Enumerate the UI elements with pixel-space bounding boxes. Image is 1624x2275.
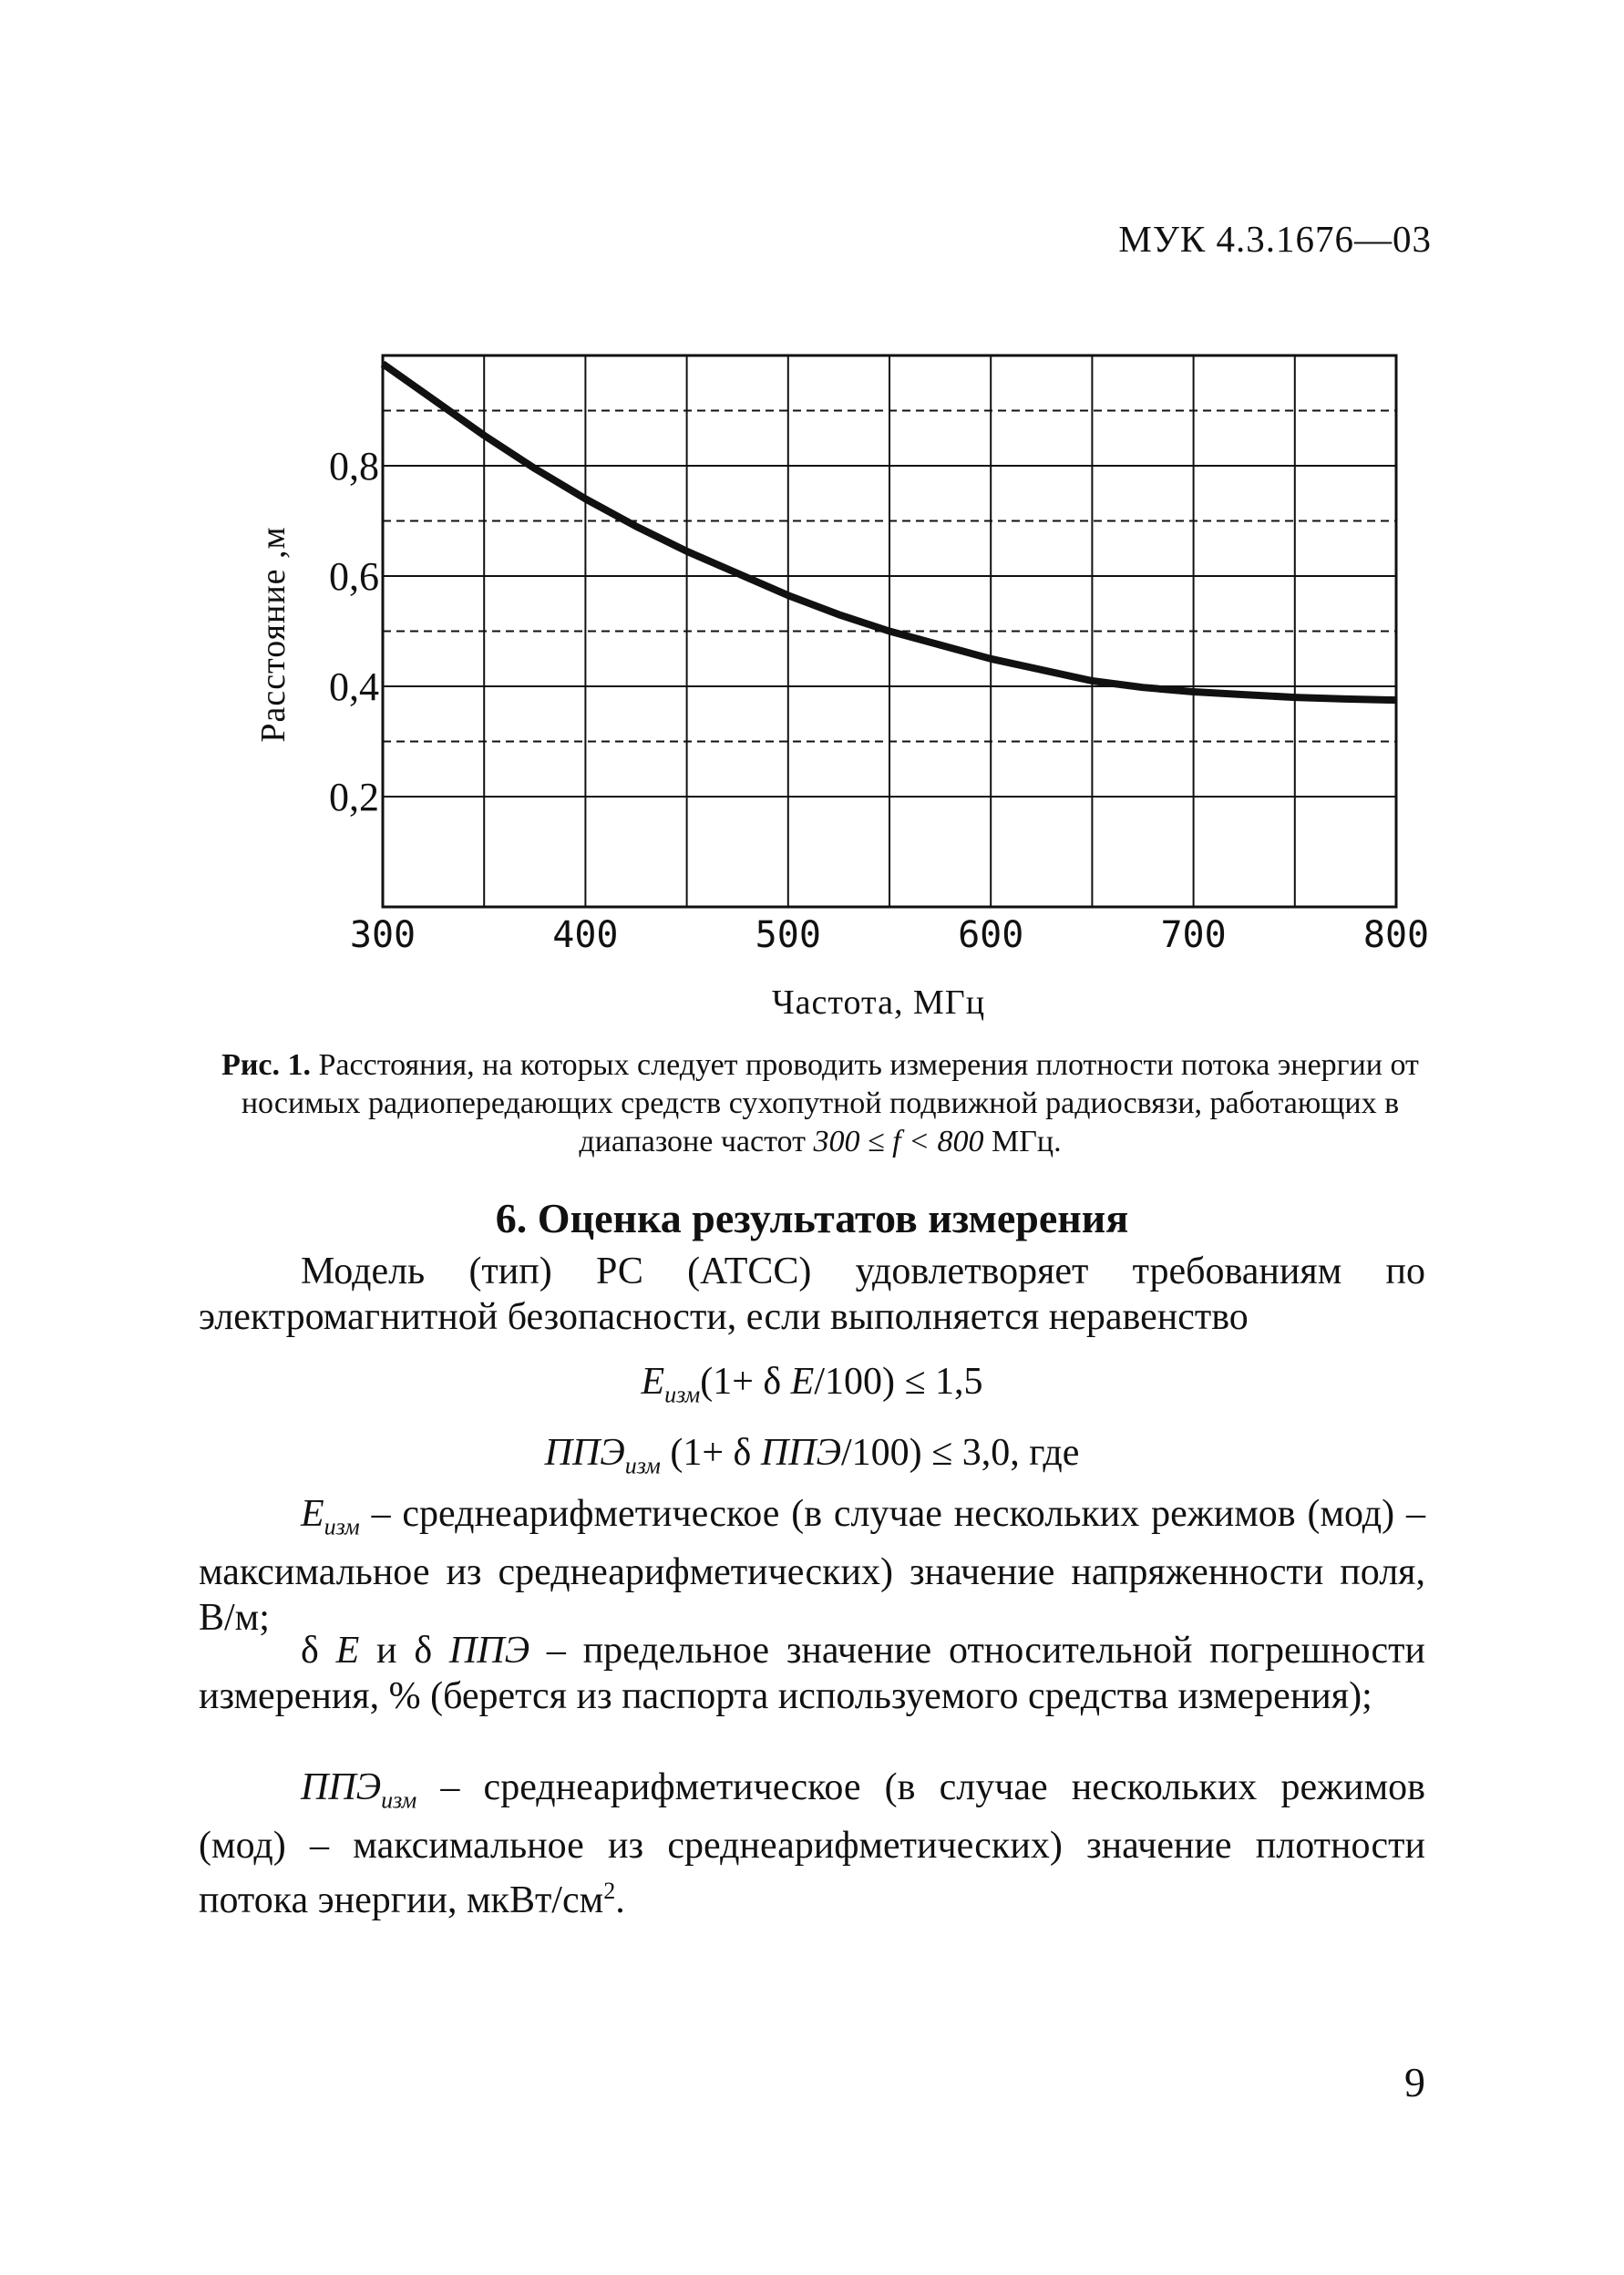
formula-e-part3: /100) ≤ 1,5 xyxy=(814,1361,983,1403)
x-tick-label: 400 xyxy=(552,914,619,956)
formula-ppe-part3: /100) ≤ 3,0, где xyxy=(841,1432,1080,1474)
distance-frequency-chart xyxy=(0,0,1624,1039)
definition-e xyxy=(199,1491,1425,1641)
definition-delta-text: – предельное значение относительной погрешности измерения, % (берется из паспорта используемого средства измерения); xyxy=(199,1630,1425,1717)
formula-e-part1: (1+ δ xyxy=(700,1361,791,1403)
x-tick-label: 800 xyxy=(1362,914,1430,956)
definition-ppe-sub: изм xyxy=(381,1786,417,1814)
definition-ppe-end: . xyxy=(615,1879,625,1922)
definition-e-sub: изм xyxy=(324,1513,360,1540)
definition-ppe-sup: 2 xyxy=(603,1878,616,1905)
definition-delta-b: E xyxy=(335,1630,360,1672)
page-number: 9 xyxy=(1404,2059,1425,2105)
definition-delta-d: ППЭ xyxy=(448,1630,530,1672)
definition-e-var: E xyxy=(301,1493,324,1535)
formula-ppe-part2: ППЭ xyxy=(760,1432,842,1474)
formula-e xyxy=(0,1360,1624,1408)
definition-ppe xyxy=(199,1765,1425,1923)
caption-label: Рис. 1. xyxy=(221,1048,312,1082)
y-tick-labels xyxy=(329,444,379,819)
x-tick-label: 600 xyxy=(958,914,1024,956)
document-code: МУК 4.3.1676—03 xyxy=(1118,218,1432,260)
x-tick-label: 300 xyxy=(349,914,416,956)
definition-ppe-var: ППЭ xyxy=(301,1766,382,1808)
x-axis-title: Частота, МГц xyxy=(771,983,986,1022)
y-axis-title: Расстояние ,м xyxy=(254,526,293,743)
formula-ppe-var: ППЭ xyxy=(544,1432,625,1474)
caption-unit: МГц. xyxy=(992,1125,1062,1158)
y-tick-label: 0,8 xyxy=(329,444,379,489)
caption-range: 300 ≤ f < 800 xyxy=(813,1125,984,1158)
figure-caption xyxy=(219,1046,1422,1161)
definition-delta-a: δ xyxy=(301,1630,336,1672)
definition-delta xyxy=(199,1628,1425,1719)
formula-e-part2: E xyxy=(790,1361,815,1403)
formula-ppe-part1: (1+ δ xyxy=(660,1432,761,1474)
definition-e-text: – среднеарифметическое (в случае нескольких режимов (мод) – максимальное из среднеарифметических) значение напряженности поля, В/м; xyxy=(199,1493,1425,1640)
section-heading: 6. Оценка результатов измерения xyxy=(495,1195,1129,1241)
formula-e-sub: изм xyxy=(664,1381,701,1408)
x-tick-labels xyxy=(350,914,1429,956)
definition-delta-c: и δ xyxy=(359,1630,449,1672)
x-tick-label: 700 xyxy=(1160,914,1227,956)
y-tick-label: 0,2 xyxy=(329,775,379,819)
x-tick-label: 500 xyxy=(755,914,821,956)
formula-ppe xyxy=(0,1431,1624,1479)
formula-e-var: E xyxy=(641,1361,665,1403)
y-tick-label: 0,6 xyxy=(329,554,379,599)
formula-ppe-sub: изм xyxy=(624,1452,661,1479)
definition-ppe-text: – среднеарифметическое (в случае нескольких режимов (мод) – максимальное из среднеарифметических) значение плотности потока энергии, мкВт/см xyxy=(199,1766,1425,1922)
y-tick-label: 0,4 xyxy=(329,664,379,709)
paragraph-intro: Модель (тип) РС (АТСС) удовлетворяет требованиям по электромагнитной безопасности, если выполняется неравенство xyxy=(199,1251,1425,1338)
caption-text: Расстояния, на которых следует проводить измерения плотности потока энергии от носимых радиопередающих средств сухопутной подвижной радиосвязи, работающих в диапазоне частот xyxy=(241,1048,1419,1158)
